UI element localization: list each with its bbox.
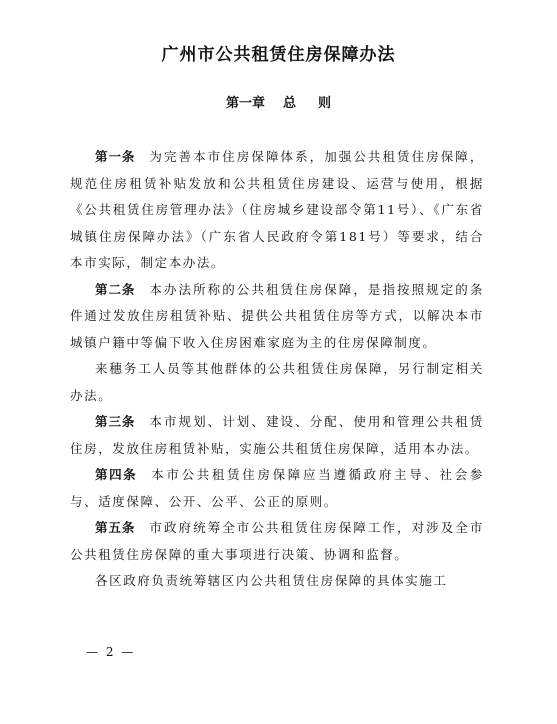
article-2-paragraph <box>70 277 484 357</box>
article-label: 第四条 <box>95 467 138 482</box>
article-3-paragraph <box>70 409 484 462</box>
chapter-number: 第一章 <box>225 96 265 111</box>
article-text: 本市公共租赁住房保障应当遵循政府主导、社会参与、适度保障、公开、公平、公正的原则。 <box>70 467 484 509</box>
article-label: 第三条 <box>95 414 136 429</box>
document-title: 广州市公共租赁住房保障办法 <box>161 45 396 65</box>
chapter-title-char-2: 则 <box>318 96 332 111</box>
article-text: 本办法所称的公共租赁住房保障，是指按照规定的条件通过发放住房租赁补贴、提供公共租赁住房等方式，以解决本市城镇户籍中等偏下收入住房困难家庭为主的住房保障制度。 <box>70 281 484 350</box>
chapter-title-char-1: 总 <box>282 96 296 111</box>
article-text: 市政府统筹全市公共租赁住房保障工作，对涉及全市公共租赁住房保障的重大事项进行决策、协调和监督。 <box>70 520 484 562</box>
article-text: 各区政府负责统筹辖区内公共租赁住房保障的具体实施工 <box>95 573 448 588</box>
chapter-heading <box>0 92 557 111</box>
article-5-paragraph <box>70 515 484 568</box>
article-5-continuation-paragraph <box>70 568 484 595</box>
page-number: — 2 — <box>86 645 136 659</box>
article-label: 第一条 <box>95 149 136 164</box>
article-text: 为完善本市住房保障体系，加强公共租赁住房保障，规范住房租赁补贴发放和公共租赁住房建设、运营与使用，根据《公共租赁住房管理办法》（住房城乡建设部令第11号）、《广东省城镇住房保障办法》（广东省人民政府令第181号）等要求，结合本市实际，制定本办法。 <box>70 149 484 270</box>
article-label: 第五条 <box>95 520 136 535</box>
document-body <box>70 144 484 595</box>
article-1-paragraph <box>70 144 484 277</box>
article-label: 第二条 <box>95 281 136 297</box>
article-text: 来穗务工人员等其他群体的公共租赁住房保障，另行制定相关办法。 <box>70 361 484 403</box>
article-2-continuation-paragraph <box>70 356 484 409</box>
article-text: 本市规划、计划、建设、分配、使用和管理公共租赁住房，发放住房租赁补贴，实施公共租赁住房保障，适用本办法。 <box>70 414 484 456</box>
article-4-paragraph <box>70 462 484 515</box>
